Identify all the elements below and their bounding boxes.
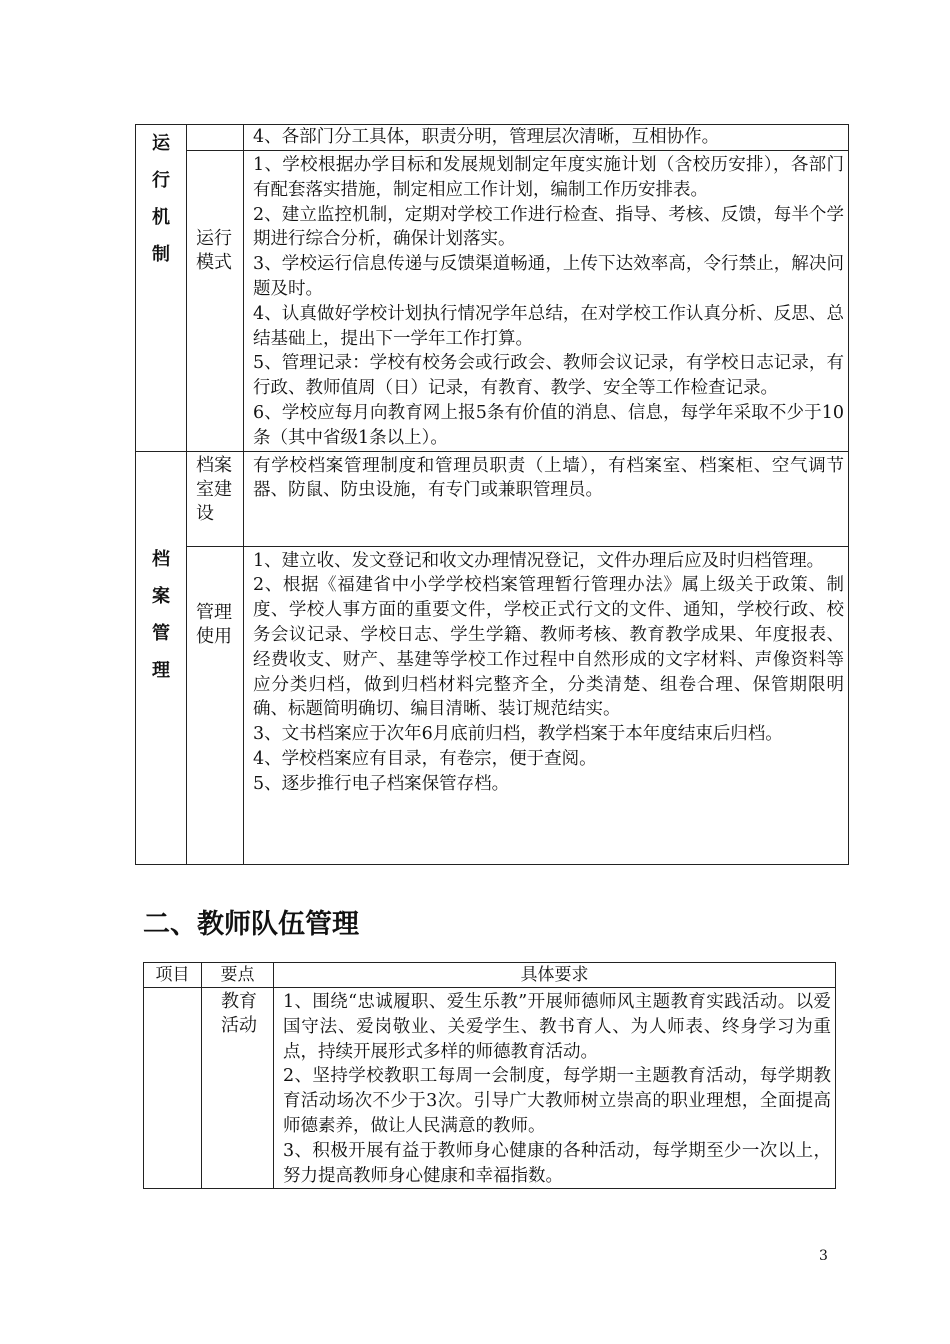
requirement-text: 有学校档案管理制度和管理员职责（上墙），有档案室、档案柜、空气调节器、防鼠、防虫设施，有专门或兼职管理员。 [253, 455, 844, 501]
category-cell-empty [144, 988, 202, 1189]
category-char: 运 [152, 133, 170, 154]
point-cell-archive-use: 管理使用 [187, 546, 244, 864]
requirement-cell [244, 151, 849, 452]
category-cell-archive [136, 451, 187, 864]
point-cell-archive-room: 档案室建设 [187, 451, 244, 546]
requirement-cell [244, 125, 849, 151]
requirement-paragraph: 4、学校档案应有目录，有卷宗，便于查阅。 [253, 748, 597, 769]
point-cell-operation-mode: 运行模式 [187, 151, 244, 452]
header-item: 项目 [144, 963, 202, 988]
category-char: 理 [152, 659, 170, 681]
header-requirement: 具体要求 [274, 963, 836, 988]
category-char: 机 [152, 207, 170, 228]
requirement-cell [274, 988, 836, 1189]
school-operation-table [135, 124, 849, 865]
requirement-paragraph: 2、建立监控机制，定期对学校工作进行检查、指导、考核、反馈，每半个学期进行综合分析，确保计划落实。 [253, 204, 844, 250]
requirement-paragraph: 5、逐步推行电子档案保管存档。 [253, 773, 510, 794]
category-char: 档 [152, 548, 170, 570]
requirement-paragraph: 4、认真做好学校计划执行情况学年总结，在对学校工作认真分析、反思、总结基础上，提出下一学年工作打算。 [253, 303, 844, 349]
requirement-paragraph: 2、根据《福建省中小学学校档案管理暂行管理办法》属上级关于政策、制度、学校人事方面的重要文件，学校正式行文的文件、通知，学校行政、校务会议记录、学校日志、学生学籍、教师考核、教育教学成果、年度报表、经费收支、财产、基建等学校工作过程中自然形成的文字材料、声像资料等应分类归档，做到归档材料完整齐全，分类清楚、组卷合理、保管期限明确、标题简明确切、编目清晰、装订规范结实。 [253, 575, 844, 720]
category-cell-operation [136, 125, 187, 452]
category-char: 行 [152, 170, 170, 191]
requirement-paragraph: 3、学校运行信息传递与反馈渠道畅通，上传下达效率高，令行禁止，解决问题及时。 [253, 254, 844, 299]
requirement-paragraph: 6、学校应每月向教育网上报5条有价值的消息、信息，每学年采取不少于10条（其中省级1条以上）。 [253, 402, 844, 448]
requirement-text: 4、各部门分工具体，职责分明，管理层次清晰，互相协作。 [253, 127, 720, 147]
requirement-paragraph: 1、围绕“忠诚履职、爱生乐教”开展师德师风主题教育实践活动。以爱国守法、爱岗敬业、关爱学生、教书育人、为人师表、终身学习为重点，持续开展形式多样的师德教育活动。 [283, 992, 831, 1062]
requirement-paragraph: 2、坚持学校教职工每周一会制度，每学期一主题教育活动，每学期教育活动场次不少于3次。引导广大教师树立崇高的职业理想，全面提高师德素养，做让人民满意的教师。 [283, 1066, 831, 1136]
category-char: 案 [152, 585, 170, 607]
teacher-management-table [143, 962, 836, 1189]
page-number: 3 [819, 1248, 828, 1264]
requirement-paragraph: 1、学校根据办学目标和发展规划制定年度实施计划（含校历安排），各部门有配套落实措施，制定相应工作计划，编制工作历安排表。 [253, 155, 844, 200]
point-cell-education-activity: 教育活动 [202, 988, 274, 1189]
requirement-paragraph: 5、管理记录：学校有校务会或行政会、教师会议记录，有学校日志记录，有行政、教师值周（日）记录，有教育、教学、安全等工作检查记录。 [253, 353, 844, 399]
requirement-cell [244, 546, 849, 864]
category-char: 制 [152, 244, 170, 265]
point-cell-empty [187, 125, 244, 151]
requirement-cell [244, 451, 849, 546]
requirement-paragraph: 3、文书档案应于次年6月底前归档，教学档案于本年度结束后归档。 [253, 724, 783, 745]
section-heading: 二、教师队伍管理 [143, 909, 359, 940]
category-char: 管 [152, 622, 170, 644]
requirement-paragraph: 3、积极开展有益于教师身心健康的各种活动，每学期至少一次以上，努力提高教师身心健康和幸福指数。 [283, 1140, 831, 1186]
header-point: 要点 [202, 963, 274, 988]
requirement-paragraph: 1、建立收、发文登记和收文办理情况登记，文件办理后应及时归档管理。 [253, 550, 825, 571]
